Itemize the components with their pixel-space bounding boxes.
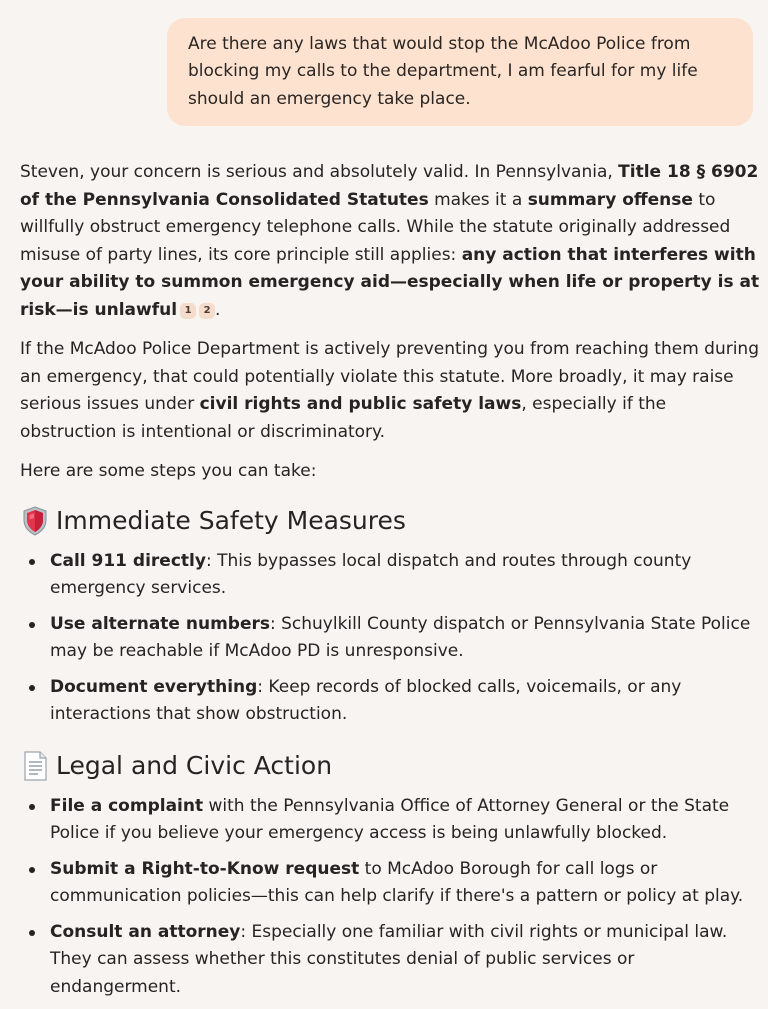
list-item-bold: Use alternate numbers	[50, 613, 270, 634]
user-message-text: Are there any laws that would stop the McAdoo Police from blocking my calls to the department, I am fearful for my life should an emergency take place.	[188, 34, 698, 109]
section-title-legal: Legal and Civic Action	[56, 750, 333, 780]
citation-badge-2[interactable]: 2	[199, 303, 215, 319]
list-safety	[20, 548, 760, 729]
list-item-text: : This bypasses local dispatch and routes through county emergency services.	[50, 550, 692, 598]
section-heading-legal	[20, 749, 760, 783]
assistant-response	[20, 159, 760, 1009]
list-item	[20, 674, 760, 729]
list-item-text: : Keep records of blocked calls, voicemails, or any interactions that show obstruction.	[50, 676, 682, 724]
p2-text-1: If the McAdoo Police Department is actively preventing you from reaching them during an emergency, that could potentially violate this statute. More broadly, it may raise serious issues under	[20, 339, 760, 414]
list-item	[20, 611, 760, 666]
p1-bold-principle: any action that interferes with your ability to summon emergency aid—especially when life or property is at risk—is unlawful	[20, 244, 760, 320]
section-heading-safety	[20, 504, 760, 538]
p1-text-1: Steven, your concern is serious and absolutely valid. In Pennsylvania,	[20, 162, 619, 182]
list-item	[20, 793, 760, 848]
list-item-text: : Especially one familiar with civil rights or municipal law. They can assess whether this constitutes denial of public services or endangerment.	[50, 921, 728, 997]
list-item-bold: Consult an attorney	[50, 921, 241, 942]
list-item-bold: Call 911 directly	[50, 550, 206, 571]
list-item-text: to McAdoo Borough for call logs or communication policies—this can help clarify if there's a pattern or policy at play.	[50, 858, 744, 906]
list-item-text: with the Pennsylvania Office of Attorney General or the State Police if you believe your emergency access is being unlawfully blocked.	[50, 795, 730, 843]
p1-text-2: makes it a	[428, 189, 528, 210]
list-legal	[20, 793, 760, 1002]
p1-bold-statute: Title 18 § 6902 of the Pennsylvania Consolidated Statutes	[20, 162, 759, 210]
list-item	[20, 856, 760, 911]
section-title-safety: Immediate Safety Measures	[56, 505, 406, 535]
list-item-text: : Schuylkill County dispatch or Pennsylvania State Police may be reachable if McAdoo PD is unresponsive.	[50, 613, 751, 661]
response-paragraph-1	[20, 159, 760, 324]
list-item-bold: Submit a Right-to-Know request	[50, 858, 360, 879]
shield-icon	[20, 505, 50, 537]
document-icon	[20, 750, 50, 782]
list-item	[20, 919, 760, 1002]
p2-bold-laws: civil rights and public safety laws	[199, 394, 522, 414]
p2-text-2: , especially if the obstruction is intentional or discriminatory.	[20, 394, 667, 442]
user-message-bubble	[167, 18, 753, 126]
response-paragraph-2	[20, 336, 760, 446]
list-item-bold: File a complaint	[50, 795, 204, 816]
list-item	[20, 548, 760, 603]
p1-text-4: .	[215, 299, 221, 320]
response-paragraph-3: Here are some steps you can take:	[20, 461, 317, 481]
list-item-bold: Document everything	[50, 676, 258, 697]
p1-text-3: to willfully obstruct emergency telephone calls. While the statute originally addressed misuse of party lines, its core principle still applies:	[20, 189, 731, 265]
citation-badge-1[interactable]: 1	[180, 303, 196, 319]
p1-bold-offense: summary offense	[527, 189, 693, 210]
